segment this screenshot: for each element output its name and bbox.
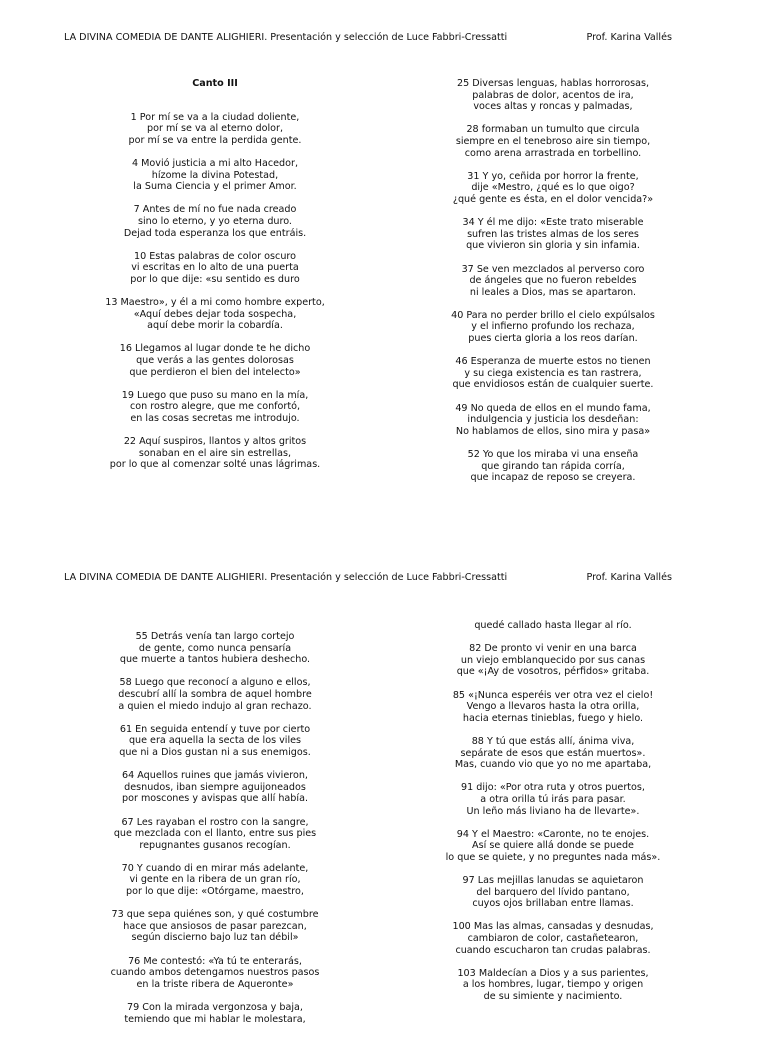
verse-line: 64 Aquellos ruines que jamás vivieron, [122, 770, 308, 782]
book-title-header: LA DIVINA COMEDIA DE DANTE ALIGHIERI. Presentación y selección de Luce Fabbri-Cressatti [64, 572, 508, 583]
verse-line: Así se quiere allá donde se puede [472, 840, 634, 852]
stanza [65, 724, 365, 759]
stanza [403, 736, 703, 771]
verse-line: lo que se quiete, y no preguntes nada más». [445, 851, 661, 863]
verse-line: 10 Estas palabras de color oscuro [133, 250, 297, 262]
verse-line: vi gente en la ribera de un gran río, [129, 874, 301, 886]
verse-line: sino lo eterno, y yo eterna duro. [138, 215, 292, 227]
verse-line: cambiaron de color, castañetearon, [467, 933, 639, 945]
verse-line: a los hombres, lugar, tiempo y origen [462, 979, 644, 991]
verse-line: 25 Diversas lenguas, hablas horrorosas, [456, 78, 650, 89]
verse-line: 28 formaban un tumulto que circula [466, 124, 640, 136]
stanza [403, 264, 703, 299]
verse-line: que vivieron sin gloria y sin infamia. [466, 240, 640, 252]
verse-line: a quien el miedo indujo al gran rechazo. [118, 700, 312, 712]
stanza [65, 112, 365, 147]
verse-line: cuyos ojos brillaban entre llamas. [472, 898, 634, 910]
verse-line: 61 En seguida entendí y tuve por cierto [119, 723, 311, 735]
stanza [403, 782, 703, 817]
verse-line: sepárate de esos que están muertos». [460, 747, 646, 759]
stanza [403, 310, 703, 345]
verse-line: 82 De pronto vi venir en una barca [469, 643, 637, 655]
verse-line: del barquero del lívido pantano, [476, 886, 630, 898]
stanza [65, 770, 365, 805]
verse-line: 88 Y tú que estás allí, ánima viva, [471, 735, 635, 747]
verse-line: 91 dijo: «Por otra ruta y otros puertos, [461, 782, 645, 794]
stanza [65, 436, 365, 471]
verse-line: que ni a Dios gustan ni a sus enemigos. [119, 746, 311, 758]
verse-line: Vengo a llevaros hasta la otra orilla, [466, 701, 640, 713]
verse-line: de gente, como nunca pensaría [138, 642, 292, 654]
verse-line: que incapaz de reposo se creyera. [470, 472, 636, 484]
stanza [403, 620, 703, 632]
stanza [403, 217, 703, 252]
stanza [403, 171, 703, 206]
verse-line: que muerte a tantos hubiera deshecho. [119, 654, 311, 666]
stanza [403, 403, 703, 438]
professor-header: Prof. Karina Vallés [586, 32, 672, 43]
verse-line: que girando tan rápida corría, [481, 460, 625, 472]
verse-line: «Aquí debes dejar toda sospecha, [133, 308, 297, 320]
verse-line: que mezclada con el llanto, entre sus pies [113, 828, 317, 840]
stanza-list [65, 112, 365, 471]
stanza [403, 124, 703, 159]
verse-line: cuando escucharon tan crudas palabras. [455, 944, 651, 956]
verse-line: hacia eternas tinieblas, fuego y hielo. [462, 712, 644, 724]
document-page-2 [0, 540, 768, 1024]
verse-line: que envidiosos están de cualquier suerte. [452, 379, 654, 391]
verse-line: en la triste ribera de Aqueronte» [136, 978, 294, 990]
verse-line: 7 Antes de mí no fue nada creado [133, 204, 297, 216]
verse-line: como arena arrastrada en torbellino. [464, 147, 642, 159]
left-column [65, 78, 365, 483]
right-column [403, 78, 703, 495]
verse-line: 73 que sepa quiénes son, y qué costumbre [111, 909, 319, 921]
stanza [65, 631, 365, 666]
stanza [403, 968, 703, 1003]
verse-line: un viejo emblanquecido por sus canas [460, 654, 646, 666]
verse-line: Un leño más liviano ha de llevarte». [466, 805, 640, 817]
verse-line: 85 «¡Nunca esperéis ver otra vez el cielo! [452, 689, 654, 701]
stanza [403, 449, 703, 484]
verse-line: 79 Con la mirada vergonzosa y baja, [127, 1002, 303, 1013]
book-title-header: LA DIVINA COMEDIA DE DANTE ALIGHIERI. Presentación y selección de Luce Fabbri-Cressatti [64, 32, 508, 43]
verse-line: 37 Se ven mezclados al perverso coro [461, 263, 645, 275]
stanza [65, 677, 365, 712]
verse-line: por mí se va al eterno dolor, [147, 123, 283, 135]
verse-line: desnudos, iban siempre aguijoneados [124, 781, 306, 793]
verse-line: cuando ambos detengamos nuestros pasos [110, 967, 320, 979]
verse-line: palabras de dolor, acentos de ira, [472, 89, 634, 101]
canto-title: Canto III [192, 78, 238, 89]
verse-line: por mí se va entre la perdida gente. [128, 134, 302, 146]
verse-line: repugnantes gusanos recogían. [139, 839, 291, 851]
stanza [65, 390, 365, 425]
stanza-list [403, 620, 703, 1003]
stanza-list [403, 78, 703, 484]
verse-line: siempre en el tenebroso aire sin tiempo, [455, 135, 651, 147]
verse-line: según discierno bajo luz tan débil» [131, 932, 299, 944]
verse-line: Dejad toda esperanza los que entráis. [123, 227, 307, 239]
verse-line: 58 Luego que reconocí a alguno e ellos, [119, 677, 311, 689]
stanza [65, 863, 365, 898]
stanza [403, 643, 703, 678]
verse-line: No hablamos de ellos, sino mira y pasa» [455, 425, 651, 437]
stanza [65, 297, 365, 332]
verse-line: aquí debe morir la cobardía. [147, 320, 283, 332]
verse-line: 70 Y cuando di en mirar más adelante, [121, 862, 309, 874]
verse-line: sufren las tristes almas de los seres [467, 228, 639, 240]
verse-line: por lo que al comenzar solté unas lágrimas. [109, 459, 321, 471]
verse-line: por lo que dije: «su sentido es duro [130, 273, 300, 285]
stanza [65, 204, 365, 239]
verse-line: vi escritas en lo alto de una puerta [131, 262, 299, 274]
verse-line: por moscones y avispas que allí había. [122, 793, 308, 805]
verse-line: la Suma Ciencia y el primer Amor. [133, 181, 297, 193]
stanza [65, 251, 365, 286]
stanza [65, 909, 365, 944]
verse-line: pues cierta gloria a los reos darían. [468, 333, 638, 345]
verse-line: y su ciega existencia es tan rastrera, [464, 367, 642, 379]
stanza [65, 1002, 365, 1025]
verse-line: hízome la divina Potestad, [151, 169, 279, 181]
verse-line: 34 Y él me dijo: «Este trato miserable [462, 217, 644, 229]
verse-line: 103 Maldecían a Dios y a sus parientes, [457, 967, 649, 979]
verse-line: con rostro alegre, que me confortó, [129, 401, 301, 413]
page-header [64, 572, 672, 586]
verse-line: descubrí allí la sombra de aquel hombre [118, 688, 312, 700]
verse-line: 97 Las mejillas lanudas se aquietaron [462, 875, 644, 887]
verse-line: 13 Maestro», y él a mi como hombre experto, [105, 297, 325, 309]
verse-line: 22 Aquí suspiros, llantos y altos gritos [123, 436, 307, 448]
verse-line: 4 Movió justicia a mi alto Hacedor, [131, 157, 299, 169]
right-column [403, 620, 703, 1014]
verse-line: sonaban en el aire sin estrellas, [138, 447, 292, 459]
stanza [403, 690, 703, 725]
verse-line: que era aquella la secta de los viles [128, 735, 302, 747]
verse-line: quedé callado hasta llegar al río. [474, 620, 632, 631]
verse-line: Mas, cuando vio que yo no me apartaba, [454, 759, 652, 771]
stanza [403, 356, 703, 391]
verse-line: que «¡Ay de vosotros, pérfidos» gritaba. [456, 666, 650, 678]
stanza [403, 829, 703, 864]
verse-line: hace que ansiosos de pasar parezcan, [123, 920, 307, 932]
verse-line: que perdieron el bien del intelecto» [129, 366, 301, 378]
verse-line: de su simiente y nacimiento. [483, 991, 623, 1002]
professor-header: Prof. Karina Vallés [586, 572, 672, 583]
verse-line: 31 Y yo, ceñida por horror la frente, [467, 170, 639, 182]
verse-line: 76 Me contestó: «Ya tú te enterarás, [128, 955, 302, 967]
verse-line: 52 Yo que los miraba vi una enseña [467, 449, 639, 460]
stanza [403, 921, 703, 956]
verse-line: 1 Por mí se va a la ciudad doliente, [130, 111, 300, 123]
left-column [65, 631, 365, 1037]
verse-line: temiendo que mi hablar le molestara, [124, 1013, 306, 1025]
stanza-list [65, 631, 365, 1025]
verse-line: a otra orilla tú irás para pasar. [480, 793, 626, 805]
verse-line: 19 Luego que puso su mano en la mía, [121, 389, 309, 401]
verse-line: 55 Detrás venía tan largo cortejo [135, 631, 295, 642]
stanza [65, 343, 365, 378]
stanza [65, 956, 365, 991]
verse-line: 40 Para no perder brillo el cielo expúlsalos [451, 309, 655, 321]
verse-line: 49 No queda de ellos en el mundo fama, [455, 402, 651, 414]
verse-line: voces altas y roncas y palmadas, [473, 101, 633, 113]
verse-line: 46 Esperanza de muerte estos no tienen [455, 356, 651, 368]
stanza [65, 817, 365, 852]
verse-line: dije «Mestro, ¿qué es lo que oigo? [471, 182, 635, 194]
verse-line: 67 Les rayaban el rostro con la sangre, [121, 816, 309, 828]
verse-line: de ángeles que no fueron rebeldes [469, 275, 637, 287]
verse-line: 100 Mas las almas, cansadas y desnudas, [452, 921, 654, 933]
verse-line: que verás a las gentes dolorosas [136, 355, 294, 367]
verse-line: 16 Llegamos al lugar donde te he dicho [119, 343, 311, 355]
verse-line: 94 Y el Maestro: «Caronte, no te enojes. [456, 828, 650, 840]
stanza [65, 158, 365, 193]
verse-line: por lo que dije: «Otórgame, maestro, [126, 886, 304, 898]
stanza [403, 78, 703, 113]
verse-line: y el infierno profundo los rechaza, [471, 321, 635, 333]
page-header [64, 32, 672, 46]
verse-line: en las cosas secretas me introdujo. [130, 413, 300, 425]
stanza [403, 875, 703, 910]
verse-line: indulgencia y justicia los desdeñan: [467, 414, 639, 426]
verse-line: ¿qué gente es ésta, en el dolor vencida?» [452, 193, 654, 205]
verse-line: ni leales a Dios, mas se apartaron. [469, 286, 637, 298]
